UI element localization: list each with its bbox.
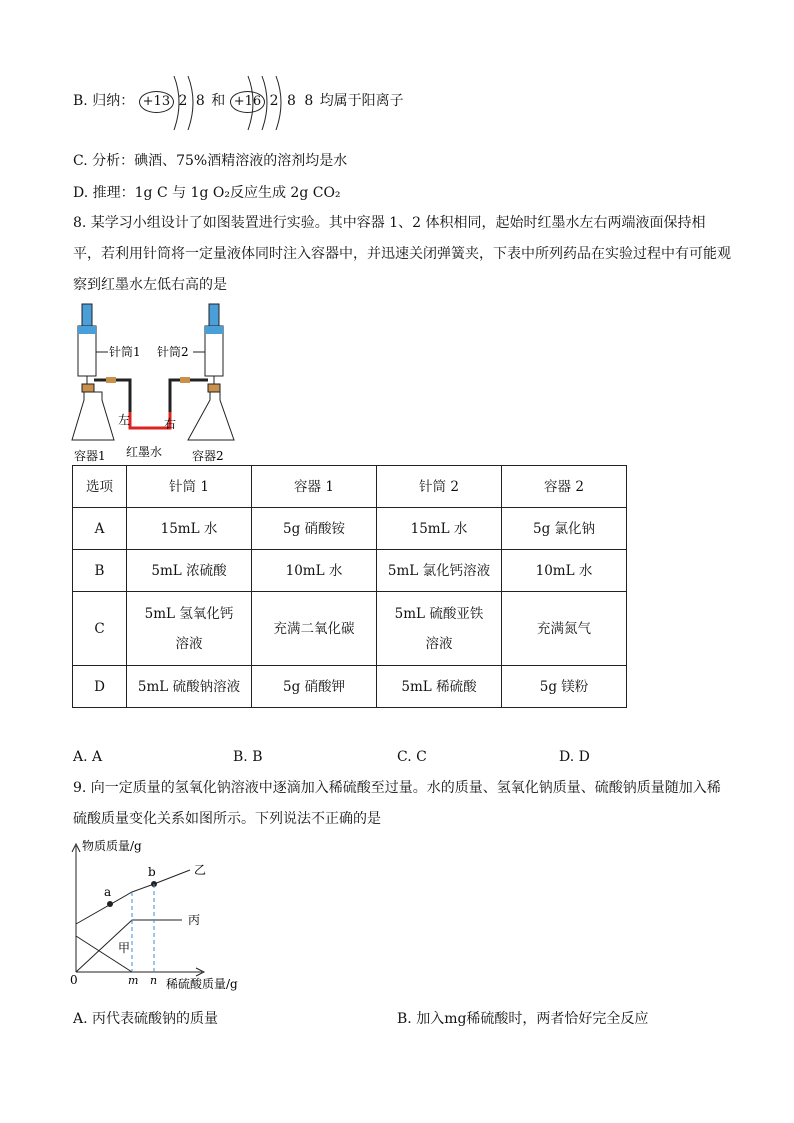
tick-m: m	[128, 974, 139, 987]
th-option: 选项	[73, 466, 127, 508]
q8-table	[72, 465, 627, 708]
table-row: A 15mL 水 5g 硝酸铵 15mL 水 5g 氯化钠	[73, 508, 627, 550]
syringe2-label: 针筒2	[157, 345, 189, 359]
left-label: 左	[118, 413, 131, 427]
origin-label: 0	[70, 973, 78, 987]
option-b-line: B. 归纳： +13 2 8 和 +16 2 8 8 均属于阳离子	[73, 90, 404, 113]
graph-ylabel: 物质质量/g	[82, 839, 142, 853]
th-syringe2: 针筒 2	[377, 466, 502, 508]
container2-label: 容器2	[192, 449, 224, 463]
q8-option-c: C. C	[397, 749, 427, 765]
apparatus-diagram	[68, 300, 248, 465]
question-9-text: 9. 向一定质量的氢氧化钠溶液中逐滴加入稀硫酸至过量。水的质量、氢氧化钠质量、硫酸钠质量随加入稀硫酸质量变化关系如图所示。下列说法不正确的是	[73, 780, 721, 827]
q8-option-b: B. B	[233, 749, 263, 765]
atom-al-nucleus: +13	[139, 91, 174, 113]
q9-graph	[62, 838, 262, 998]
q8-option-a: A. A	[73, 749, 103, 765]
q9-option-b: B. 加入mg稀硫酸时，两者恰好完全反应	[397, 1011, 649, 1027]
q9-option-a: A. 丙代表硫酸钠的质量	[73, 1011, 219, 1027]
option-d-line: D. 推理：1g C 与 1g O₂反应生成 2g CO₂	[73, 185, 341, 201]
ink-label: 红墨水	[126, 445, 163, 459]
point-a-label: a	[104, 885, 112, 899]
container1-label: 容器1	[74, 449, 106, 463]
th-container1: 容器 1	[252, 466, 377, 508]
graph-xlabel: 稀硫酸质量/g	[166, 977, 238, 991]
line-jia-label: 甲	[118, 941, 131, 955]
th-syringe1: 针筒 1	[127, 466, 252, 508]
line-yi-label: 乙	[194, 863, 207, 877]
question-8-text: 8. 某学习小组设计了如图装置进行实验。其中容器 1、2 体积相同，起始时红墨水左右两端液面保持相平，若利用针筒将一定量液体同时注入容器中，并迅速关闭弹簧夹，下表中所列药品在实验过程中有可能观察到红墨水左低右高的是	[73, 215, 731, 293]
table-row: B 5mL 浓硫酸 10mL 水 5mL 氯化钙溶液 10mL 水	[73, 550, 627, 592]
tick-n: n	[150, 974, 158, 987]
line-bing-label: 丙	[188, 913, 201, 927]
electron-shell-arcs	[160, 72, 300, 134]
atom-s-nucleus: +16	[230, 91, 265, 113]
option-c-line: C. 分析：碘酒、75%酒精溶液的溶剂均是水	[73, 153, 348, 169]
q8-option-d: D. D	[559, 749, 590, 765]
table-row: C 5mL 氢氧化钙溶液 充满二氧化碳 5mL 硫酸亚铁溶液 充满氮气	[73, 592, 627, 666]
syringe1-label: 针筒1	[109, 345, 141, 359]
table-row: D 5mL 硫酸钠溶液 5g 硝酸钾 5mL 稀硫酸 5g 镁粉	[73, 666, 627, 708]
th-container2: 容器 2	[502, 466, 627, 508]
point-b-label: b	[148, 865, 156, 879]
right-label: 右	[164, 417, 177, 431]
